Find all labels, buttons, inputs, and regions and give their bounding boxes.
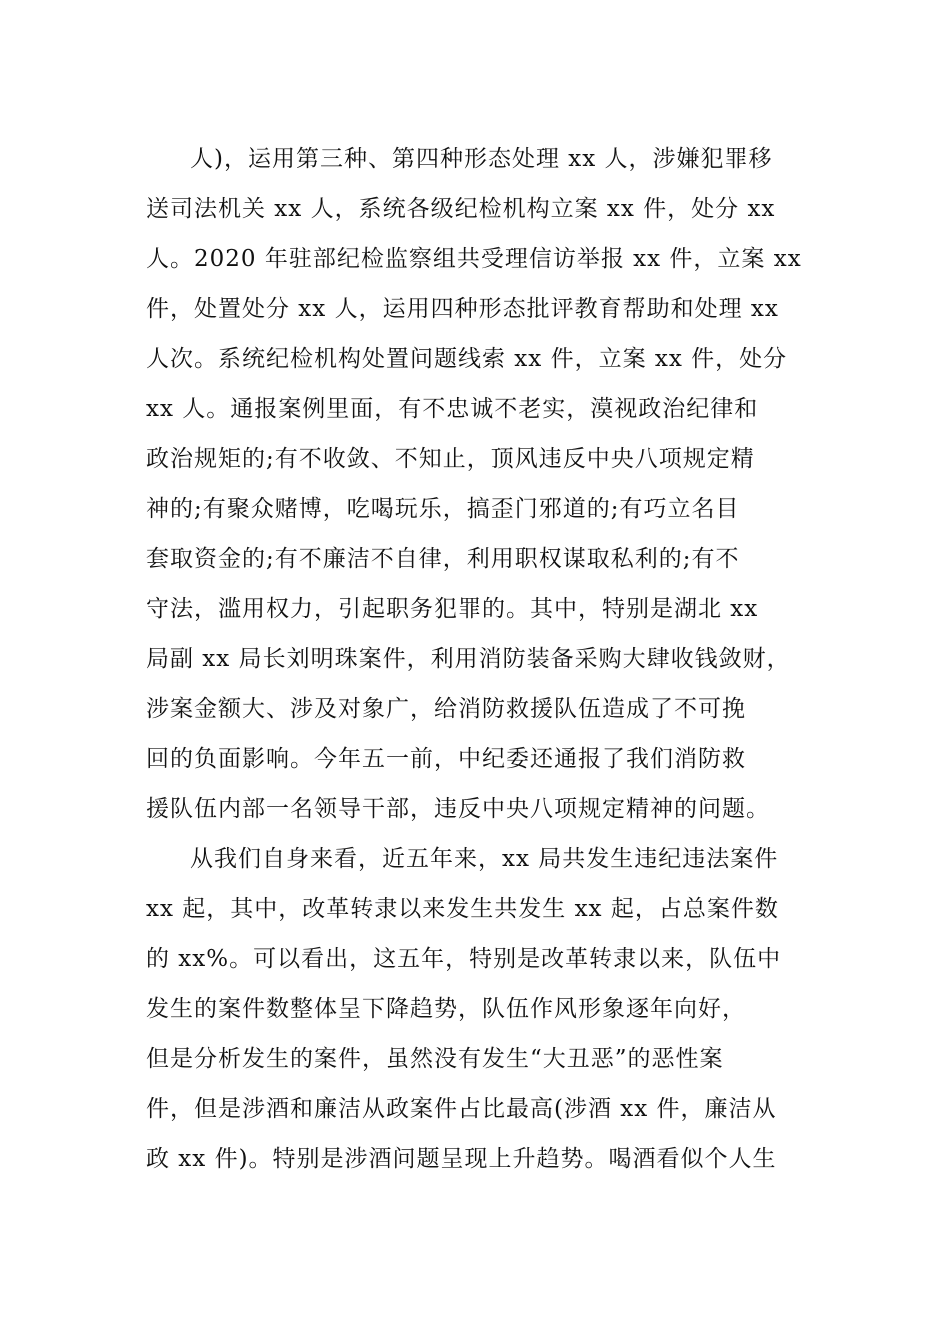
text-line: 送司法机关 xx 人，系统各级纪检机构立案 xx 件，处分 xx xyxy=(146,196,776,222)
paragraph-case-statistics xyxy=(146,134,826,834)
text-line: 件，但是涉酒和廉洁从政案件占比最高(涉酒 xx 件，廉洁从 xyxy=(146,1096,777,1122)
text-line: 人次。系统纪检机构处置问题线索 xx 件，立案 xx 件，处分 xyxy=(146,346,788,372)
text-line: xx 人。通报案例里面，有不忠诚不老实，漠视政治纪律和 xyxy=(146,396,759,422)
text-line: 人。2020 年驻部纪检监察组共受理信访举报 xx 件，立案 xx xyxy=(146,246,802,272)
text-line: 套取资金的;有不廉洁不自律，利用职权谋取私利的;有不 xyxy=(146,546,740,572)
text-line: 件，处置处分 xx 人，运用四种形态批评教育帮助和处理 xx xyxy=(146,296,779,322)
text-line: 涉案金额大、涉及对象广，给消防救援队伍造成了不可挽 xyxy=(146,696,746,722)
text-line: 从我们自身来看，近五年来，xx 局共发生违纪违法案件 xyxy=(190,846,779,872)
document-body xyxy=(146,134,826,1184)
text-line: 守法，滥用权力，引起职务犯罪的。其中，特别是湖北 xx xyxy=(146,596,759,622)
text-line: 政 xx 件)。特别是涉酒问题呈现上升趋势。喝酒看似个人生 xyxy=(146,1146,777,1172)
text-line: 援队伍内部一名领导干部，违反中央八项规定精神的问题。 xyxy=(146,796,770,822)
paragraph-self-analysis xyxy=(146,834,826,1184)
text-line: 回的负面影响。今年五一前，中纪委还通报了我们消防救 xyxy=(146,746,746,772)
text-line: 政治规矩的;有不收敛、不知止，顶风违反中央八项规定精 xyxy=(146,446,755,472)
text-line: 但是分析发生的案件，虽然没有发生“大丑恶”的恶性案 xyxy=(146,1046,724,1072)
text-line: 发生的案件数整体呈下降趋势，队伍作风形象逐年向好， xyxy=(146,996,746,1022)
text-line: 的 xx%。可以看出，这五年，特别是改革转隶以来，队伍中 xyxy=(146,946,782,972)
text-line: xx 起，其中，改革转隶以来发生共发生 xx 起，占总案件数 xyxy=(146,896,779,922)
text-line: 局副 xx 局长刘明珠案件，利用消防装备采购大肆收钱敛财， xyxy=(146,646,791,672)
text-line: 神的;有聚众赌博，吃喝玩乐，搞歪门邪道的;有巧立名目 xyxy=(146,496,740,522)
text-line: 人)，运用第三种、第四种形态处理 xx 人，涉嫌犯罪移 xyxy=(190,146,773,172)
